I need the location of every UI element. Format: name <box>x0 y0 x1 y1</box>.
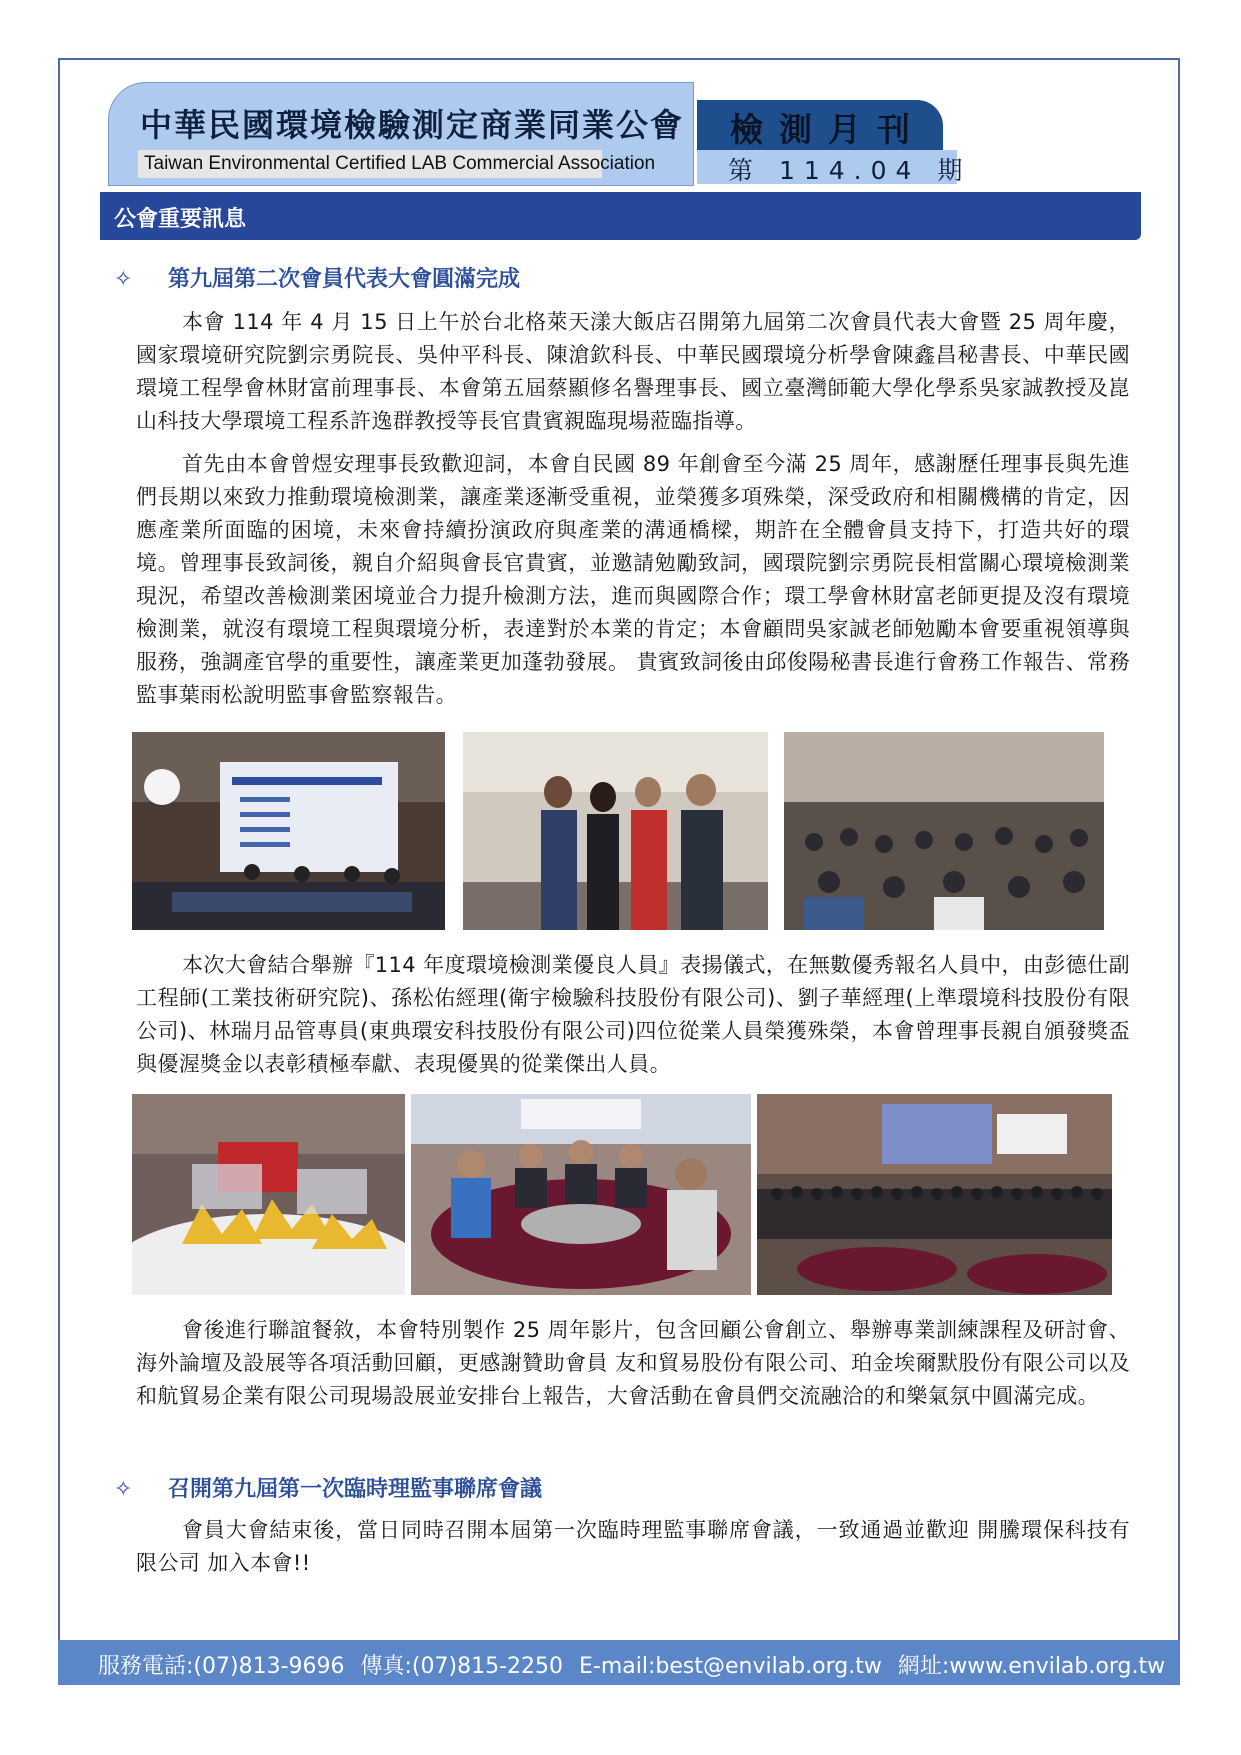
org-name-en: Taiwan Environmental Certified LAB Commercial Association <box>138 150 602 178</box>
article-paragraph: 本會 114 年 4 月 15 日上午於台北格萊天漾大飯店召開第九屆第二次會員代表大會暨 25 周年慶，國家環境研究院劉宗勇院長、吳仲平科長、陳滄欽科長、中華民國環境分析學會陳鑫昌秘書長、中華民國環境工程學會林財富前理事長、本會第五屆蔡顯修名譽理事長、國立臺灣師範大學化學系吳家誠教授及崑山科技大學環境工程系許逸群教授等長官貴賓親臨現場蒞臨指導。 <box>136 310 1130 433</box>
article-paragraph: 會後進行聯誼餐敘，本會特別製作 25 周年影片，包含回顧公會創立、舉辦專業訓練課程及研討會、海外論壇及設展等各項活動回顧，更感謝贊助會員 友和貿易股份有限公司、珀金埃爾默股份有限公司以及和航貿易企業有限公司現場設展並安排台上報告，大會活動在會員們交流融洽的和樂氣氛中圓滿完成。 <box>136 1318 1130 1408</box>
article-paragraph: 會員大會結束後，當日同時召開本屆第一次臨時理監事聯席會議，一致通過並歡迎 開騰環保科技有限公司 加入本會!! <box>136 1518 1130 1575</box>
footer-contact <box>98 1649 1181 1680</box>
footer-email[interactable]: E-mail:best@envilab.org.tw <box>579 1654 882 1679</box>
diamond-icon: ✧ <box>114 1477 133 1502</box>
issue-number: 第 114.04 期 <box>728 156 972 185</box>
footer-website[interactable]: 網址:www.envilab.org.tw <box>897 1654 1166 1679</box>
footer-phone: 服務電話:(07)813-9696 <box>98 1654 345 1679</box>
magazine-title: 檢測月刊 <box>730 110 926 149</box>
audience-photo <box>784 732 1104 930</box>
footer-fax: 傳真:(07)815-2250 <box>360 1654 563 1679</box>
trophies-photo <box>132 1094 405 1295</box>
article-heading: ✧ 第九屆第二次會員代表大會圓滿完成 <box>114 267 521 292</box>
diamond-icon: ✧ <box>114 267 133 292</box>
article-paragraph: 首先由本會曾煜安理事長致歡迎詞，本會自民國 89 年創會至今滿 25 周年，感謝歷任理事長與先進們長期以來致力推動環境檢測業，讓產業逐漸受重視，並榮獲多項殊榮，深受政府和相關機構的肯定，因應產業所面臨的困境，未來會持續扮演政府與產業的溝通橋樑，期許在全體會員支持下，打造共好的環境。曾理事長致詞後，親自介紹與會長官貴賓，並邀請勉勵致詞，國環院劉宗勇院長相當關心環境檢測業現況，希望改善檢測業困境並合力提升檢測方法，進而與國際合作；環工學會林財富老師更提及沒有環境檢測業，就沒有環境工程與環境分析，表達對於本業的肯定；本會顧問吳家誠老師勉勵本會要重視領導與服務，強調產官學的重要性，讓產業更加蓬勃發展。 貴賓致詞後由邱俊陽秘書長進行會務工作報告、常務監事葉雨松說明監事會監察報告。 <box>136 452 1130 707</box>
article-paragraph: 本次大會結合舉辦『114 年度環境檢測業優良人員』表揚儀式，在無數優秀報名人員中，由彭德仕副工程師(工業技術研究院)、孫松佑經理(衛宇檢驗科技股份有限公司)、劉子華經理(上準環境科技股份有限公司)、林瑞月品管專員(東典環安科技股份有限公司)四位從業人員榮獲殊榮，本會曾理事長親自頒發獎盃與優渥獎金以表彰積極奉獻、表現優異的從業傑出人員。 <box>136 953 1130 1076</box>
banquet-table-photo <box>411 1094 751 1295</box>
meeting-stage-photo <box>132 732 445 930</box>
org-name: 中華民國環境檢驗測定商業同業公會 <box>140 106 685 144</box>
group-stage-photo <box>757 1094 1112 1295</box>
article-heading: ✧ 召開第九屆第一次臨時理監事聯席會議 <box>114 1477 543 1502</box>
section-title: 公會重要訊息 <box>114 207 247 232</box>
guests-group-photo <box>463 732 768 930</box>
section-bar <box>100 192 1141 240</box>
